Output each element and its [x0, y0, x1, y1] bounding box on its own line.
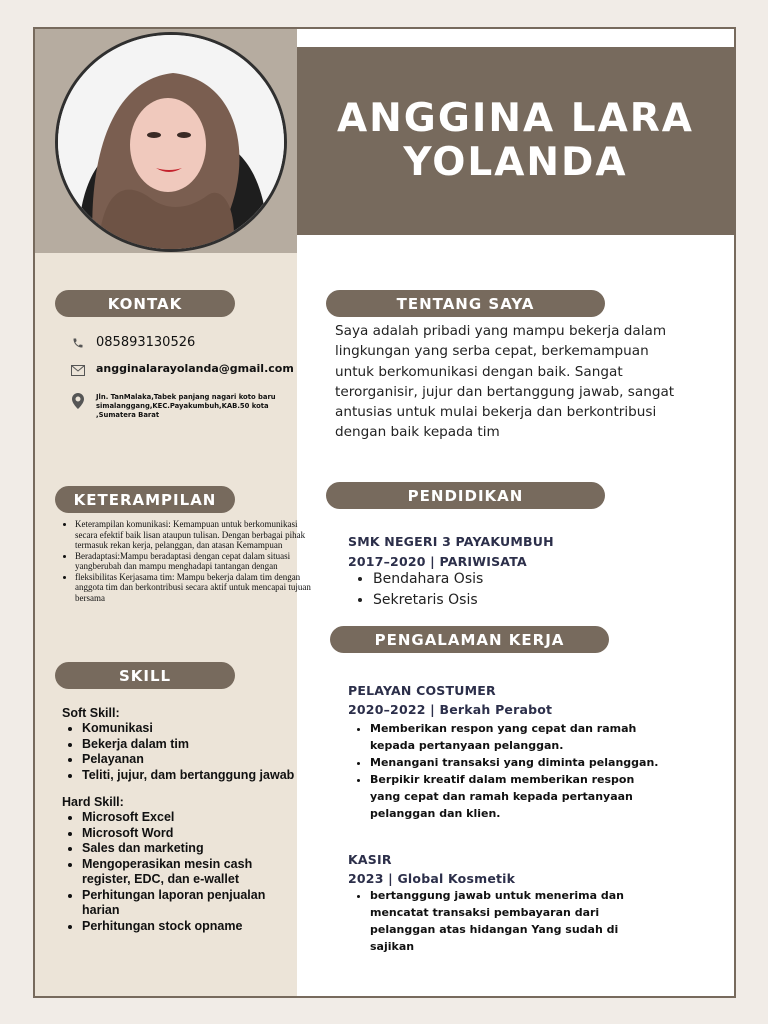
section-skills-header: KETERAMPILAN	[55, 486, 235, 513]
job-duty-item: • Memberikan respon yang cepat dan ramah kepada pertanyaan pelanggan.	[370, 720, 660, 754]
hard-skill-title: Hard Skill:	[62, 795, 124, 809]
section-experience-header: PENGALAMAN KERJA	[330, 626, 609, 653]
keterampilan-list	[61, 519, 315, 603]
profile-photo	[55, 32, 287, 252]
contact-phone: 085893130526	[96, 335, 196, 350]
contact-phone-row	[69, 335, 195, 351]
education-item: • Bendahara Osis	[373, 569, 483, 590]
soft-skill-item: • Teliti, jujur, dam bertanggung jawab	[82, 768, 302, 784]
hard-skill-item: • Microsoft Word	[82, 826, 302, 842]
hard-skill-item: • Mengoperasikan mesin cash register, EDC, dan e-wallet	[82, 857, 302, 888]
hard-skill-item: • Sales dan marketing	[82, 841, 302, 857]
contact-email-row	[69, 362, 294, 378]
keterampilan-item: • Beradaptasi:Mampu beradaptasi dengan cepat dalam situasi yangberubah dan mampu menghadapi tantangan dengan	[75, 551, 315, 572]
job-period: 2020–2022 | Berkah Perabot	[348, 702, 553, 717]
header-top-strip	[297, 29, 734, 47]
job-period: 2023 | Global Kosmetik	[348, 871, 516, 886]
keterampilan-item: • fleksibilitas Kerjasama tim: Mampu bekerja dalam tim dengan anggota tim dan berkontribusi secara aktif untuk mencapai tujuan bersama	[75, 572, 315, 604]
contact-address-row	[69, 393, 291, 420]
phone-icon	[69, 335, 87, 351]
job-duty-item: • bertanggung jawab untuk menerima dan mencatat transaksi pembayaran dari pelanggan atas hidangan Yang sudah di sajikan	[370, 887, 660, 955]
section-education-header: PENDIDIKAN	[326, 482, 605, 509]
contact-address: Jln. TanMalaka,Tabek panjang nagari koto baru simalanggang,KEC.Payakumbuh,KAB.50 kota ,Sumatera Barat	[96, 393, 276, 419]
education-school: SMK NEGERI 3 PAYAKUMBUH	[348, 534, 554, 549]
keterampilan-item: • Keterampilan komunikasi: Kemampuan untuk berkomunikasi secara efektif baik lisan ataupun tulisan. Dengan berbagai pihak termasuk rekan kerja, pelanggan, dan atasan Kemampuan	[75, 519, 315, 551]
hard-skill-block	[62, 795, 302, 934]
job-duty-item: • Berpikir kreatif dalam memberikan respon yang cepat dan ramah kepada pertanyaan pelanggan dan klien.	[370, 771, 660, 822]
about-text: Saya adalah pribadi yang mampu bekerja dalam lingkungan yang serba cepat, berkemampuan untuk berkomunikasi dengan baik. Sangat terorganisir, jujur dan bertanggung jawab, sangat antusias untuk mulai bekerja dan berkontribusi dengan baik kepada tim	[335, 323, 675, 441]
soft-skill-item: • Pelayanan	[82, 752, 302, 768]
soft-skill-title: Soft Skill:	[62, 706, 120, 720]
contact-email: angginalarayolanda@gmail.com	[96, 362, 294, 375]
hard-skill-item: • Perhitungan stock opname	[82, 919, 302, 935]
hard-skill-item: • Microsoft Excel	[82, 810, 302, 826]
job-duties-list	[348, 887, 660, 955]
soft-skill-item: • Bekerja dalam tim	[82, 737, 302, 753]
section-contact-header: KONTAK	[55, 290, 235, 317]
mail-icon	[69, 362, 87, 378]
job-role: PELAYAN COSTUMER	[348, 683, 496, 698]
job-duty-item: • Menangani transaksi yang diminta pelanggan.	[370, 754, 660, 771]
photo-block	[35, 29, 297, 253]
education-item: • Sekretaris Osis	[373, 590, 483, 611]
soft-skill-item: • Komunikasi	[82, 721, 302, 737]
job-role: KASIR	[348, 852, 392, 867]
soft-skill-block	[62, 706, 302, 783]
resume-page	[33, 27, 736, 998]
candidate-name: ANGGINA LARA YOLANDA	[336, 96, 694, 185]
education-list	[355, 569, 483, 611]
education-period: 2017–2020 | PARIWISATA	[348, 554, 527, 569]
hard-skill-item: • Perhitungan laporan penjualan harian	[82, 888, 302, 919]
location-pin-icon	[69, 393, 87, 409]
section-skill-header: SKILL	[55, 662, 235, 689]
name-header	[297, 47, 734, 235]
section-about-header: TENTANG SAYA	[326, 290, 605, 317]
job-duties-list	[348, 720, 660, 822]
